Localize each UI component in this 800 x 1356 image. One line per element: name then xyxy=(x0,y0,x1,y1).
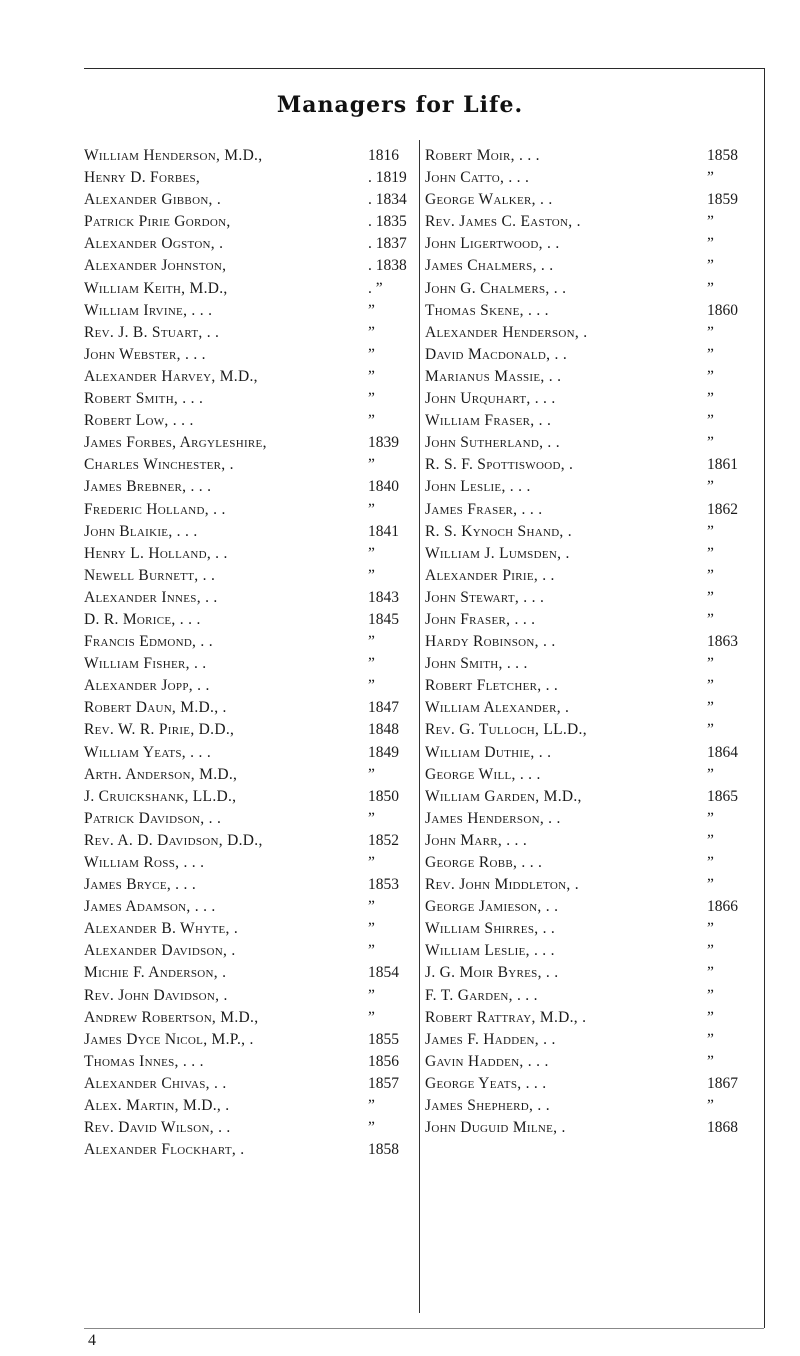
member-year: ” xyxy=(707,412,714,430)
list-item xyxy=(84,1029,414,1051)
list-item xyxy=(84,211,414,233)
member-year: ” xyxy=(368,1119,375,1137)
list-item xyxy=(425,830,755,852)
list-item xyxy=(84,300,414,322)
member-year: ” xyxy=(707,588,714,606)
list-item xyxy=(84,167,414,189)
member-name: John Catto, . . . xyxy=(425,169,530,187)
list-item xyxy=(425,565,755,587)
member-year: ” xyxy=(707,345,714,363)
member-name: J. Cruickshank, LL.D., xyxy=(84,787,237,805)
member-year: 1843 xyxy=(368,588,399,606)
member-year: . ” xyxy=(368,279,383,297)
member-name: Francis Edmond, . . xyxy=(84,633,213,651)
list-item xyxy=(84,962,414,984)
member-year: 1845 xyxy=(368,610,399,628)
member-name: William J. Lumsden, . xyxy=(425,544,570,562)
list-item xyxy=(425,1051,755,1073)
member-year: ” xyxy=(707,257,714,275)
member-name: William Keith, M.D., xyxy=(84,279,228,297)
member-year: ” xyxy=(707,566,714,584)
member-name: Alexander Johnston, xyxy=(84,257,227,275)
list-item xyxy=(84,609,414,631)
list-item xyxy=(425,521,755,543)
list-item xyxy=(84,587,414,609)
member-year: ” xyxy=(368,500,375,518)
list-item xyxy=(84,476,414,498)
member-year: 1863 xyxy=(707,633,738,651)
member-year: ” xyxy=(368,986,375,1004)
member-year: ” xyxy=(368,898,375,916)
member-name: Rev. John Davidson, . xyxy=(84,986,228,1004)
member-year: 1861 xyxy=(707,456,738,474)
member-year: ” xyxy=(368,809,375,827)
member-year: ” xyxy=(368,920,375,938)
member-name: Alexander Henderson, . xyxy=(425,323,588,341)
list-item xyxy=(425,609,755,631)
member-year: ” xyxy=(707,1008,714,1026)
member-name: Alexander Davidson, . xyxy=(84,942,236,960)
member-year: ” xyxy=(707,765,714,783)
member-name: George Jamieson, . . xyxy=(425,898,559,916)
member-year: ” xyxy=(707,323,714,341)
member-year: 1854 xyxy=(368,964,399,982)
member-name: Gavin Hadden, . . . xyxy=(425,1052,549,1070)
member-year: ” xyxy=(368,367,375,385)
member-year: ” xyxy=(368,544,375,562)
member-name: James Shepherd, . . xyxy=(425,1097,550,1115)
member-year: ” xyxy=(707,1030,714,1048)
member-name: Rev. W. R. Pirie, D.D., xyxy=(84,721,235,739)
member-name: John G. Chalmers, . . xyxy=(425,279,567,297)
list-item xyxy=(425,697,755,719)
member-year: ” xyxy=(707,235,714,253)
member-name: Alexander Gibbon, . xyxy=(84,191,222,209)
list-item xyxy=(425,366,755,388)
member-name: R. S. Kynoch Shand, . xyxy=(425,522,572,540)
list-item xyxy=(425,344,755,366)
member-name: William Alexander, . xyxy=(425,699,570,717)
member-name: William Duthie, . . xyxy=(425,743,552,761)
list-item xyxy=(425,653,755,675)
member-name: J. G. Moir Byres, . . xyxy=(425,964,559,982)
list-item xyxy=(84,940,414,962)
member-year: 1867 xyxy=(707,1074,738,1092)
member-year: ” xyxy=(368,854,375,871)
member-year: 1860 xyxy=(707,301,738,319)
member-name: Alexander Innes, . . xyxy=(84,588,218,606)
member-name: Robert Moir, . . . xyxy=(425,147,540,164)
member-year: ” xyxy=(707,699,714,717)
member-name: William Henderson, M.D., xyxy=(84,147,263,164)
member-year: ” xyxy=(368,1008,375,1026)
member-year: . 1837 xyxy=(368,235,407,253)
member-name: Thomas Skene, . . . xyxy=(425,301,549,319)
list-item xyxy=(84,366,414,388)
member-name: Newell Burnett, . . xyxy=(84,566,216,584)
member-name: William Ross, . . . xyxy=(84,854,205,871)
list-item xyxy=(425,145,755,167)
member-name: Robert Smith, . . . xyxy=(84,390,204,408)
list-item xyxy=(84,499,414,521)
list-item xyxy=(84,675,414,697)
top-rule xyxy=(84,68,764,69)
member-name: Alexander Jopp, . . xyxy=(84,677,210,695)
member-year: ” xyxy=(707,942,714,960)
list-item xyxy=(425,1007,755,1029)
member-name: William Yeats, . . . xyxy=(84,743,212,761)
member-year: 1853 xyxy=(368,876,399,894)
member-name: D. R. Morice, . . . xyxy=(84,610,201,628)
member-year: 1857 xyxy=(368,1074,399,1092)
list-item xyxy=(425,432,755,454)
list-item xyxy=(425,874,755,896)
list-item xyxy=(425,189,755,211)
list-item xyxy=(84,742,414,764)
member-name: William Fraser, . . xyxy=(425,412,552,430)
member-name: Robert Low, . . . xyxy=(84,412,194,430)
member-year: ” xyxy=(707,434,714,452)
member-name: Robert Fletcher, . . xyxy=(425,677,559,695)
list-item xyxy=(84,985,414,1007)
list-item xyxy=(425,167,755,189)
member-year: 1850 xyxy=(368,787,399,805)
member-year: ” xyxy=(707,478,714,496)
member-name: Patrick Pirie Gordon, xyxy=(84,213,231,231)
member-year: ” xyxy=(707,1052,714,1070)
list-item xyxy=(84,1073,414,1095)
member-name: Robert Rattray, M.D., . xyxy=(425,1008,587,1026)
list-item xyxy=(84,697,414,719)
member-year: ” xyxy=(707,610,714,628)
list-item xyxy=(425,940,755,962)
member-year: 1841 xyxy=(368,522,399,540)
member-year: ” xyxy=(707,390,714,408)
member-year: ” xyxy=(707,1097,714,1115)
member-name: Alexander Ogston, . xyxy=(84,235,224,253)
member-name: Alexander B. Whyte, . xyxy=(84,920,239,938)
list-item xyxy=(425,233,755,255)
member-name: Rev. John Middleton, . xyxy=(425,876,579,894)
member-name: James Fraser, . . . xyxy=(425,500,543,518)
list-item xyxy=(84,543,414,565)
member-year: ” xyxy=(707,831,714,849)
member-year: ” xyxy=(707,809,714,827)
list-item xyxy=(425,388,755,410)
member-name: William Irvine, . . . xyxy=(84,301,213,319)
page-title: Managers for Life. xyxy=(276,92,524,118)
member-year: ” xyxy=(368,765,375,783)
member-name: James Bryce, . . . xyxy=(84,876,197,894)
member-year: ” xyxy=(368,677,375,695)
member-name: F. T. Garden, . . . xyxy=(425,986,538,1004)
list-item xyxy=(84,344,414,366)
member-name: Henry D. Forbes, xyxy=(84,169,201,187)
member-name: Michie F. Anderson, . xyxy=(84,964,227,982)
member-year: 1816 xyxy=(368,147,399,164)
member-year: 1858 xyxy=(368,1141,399,1159)
list-item xyxy=(425,1029,755,1051)
list-item xyxy=(425,543,755,565)
member-name: George Walker, . . xyxy=(425,191,553,209)
member-year: ” xyxy=(707,964,714,982)
left-column xyxy=(84,145,414,1161)
list-item xyxy=(425,896,755,918)
list-item xyxy=(84,145,414,167)
member-year: ” xyxy=(368,566,375,584)
member-year: . 1838 xyxy=(368,257,407,275)
list-item xyxy=(84,189,414,211)
member-year: ” xyxy=(707,854,714,871)
list-item xyxy=(425,808,755,830)
member-name: Alex. Martin, M.D., . xyxy=(84,1097,230,1115)
member-name: George Robb, . . . xyxy=(425,854,543,871)
member-year: ” xyxy=(707,367,714,385)
member-year: ” xyxy=(368,301,375,319)
list-item xyxy=(425,1117,755,1139)
member-year: ” xyxy=(368,942,375,960)
list-item xyxy=(84,1051,414,1073)
list-item xyxy=(84,322,414,344)
member-name: John Smith, . . . xyxy=(425,655,528,673)
list-item xyxy=(84,1139,414,1161)
member-name: John Webster, . . . xyxy=(84,345,206,363)
member-name: Charles Winchester, . xyxy=(84,456,234,474)
list-item xyxy=(84,432,414,454)
member-name: Alexander Harvey, M.D., xyxy=(84,367,258,385)
list-item xyxy=(425,852,755,874)
list-item xyxy=(425,300,755,322)
list-item xyxy=(84,786,414,808)
list-item xyxy=(425,631,755,653)
list-item xyxy=(425,985,755,1007)
member-year: 1862 xyxy=(707,500,738,518)
member-name: Hardy Robinson, . . xyxy=(425,633,556,651)
member-year: 1848 xyxy=(368,721,399,739)
page-number: 4 xyxy=(88,1332,96,1349)
member-year: ” xyxy=(707,522,714,540)
member-year: 1865 xyxy=(707,787,738,805)
member-year: 1866 xyxy=(707,898,738,916)
list-item xyxy=(425,786,755,808)
member-year: 1858 xyxy=(707,147,738,164)
list-item xyxy=(84,874,414,896)
list-item xyxy=(425,322,755,344)
member-name: John Urquhart, . . . xyxy=(425,390,556,408)
list-item xyxy=(84,631,414,653)
member-name: William Shirres, . . xyxy=(425,920,556,938)
list-item xyxy=(425,918,755,940)
member-name: Marianus Massie, . . xyxy=(425,367,562,385)
member-name: Rev. G. Tulloch, LL.D., xyxy=(425,721,587,739)
list-item xyxy=(84,719,414,741)
member-year: . 1819 xyxy=(368,169,407,187)
list-item xyxy=(84,764,414,786)
member-name: Henry L. Holland, . . xyxy=(84,544,228,562)
member-year: 1839 xyxy=(368,434,399,452)
member-year: 1864 xyxy=(707,743,738,761)
list-item xyxy=(84,918,414,940)
list-item xyxy=(425,1095,755,1117)
member-name: John Stewart, . . . xyxy=(425,588,545,606)
member-name: James Dyce Nicol, M.P., . xyxy=(84,1030,254,1048)
list-item xyxy=(425,454,755,476)
member-name: George Will, . . . xyxy=(425,765,541,783)
list-item xyxy=(84,278,414,300)
list-item xyxy=(425,255,755,277)
list-item xyxy=(84,454,414,476)
list-item xyxy=(84,255,414,277)
member-year: ” xyxy=(707,721,714,739)
list-item xyxy=(425,499,755,521)
list-item xyxy=(425,719,755,741)
bottom-rule xyxy=(84,1328,764,1329)
list-item xyxy=(84,896,414,918)
list-item xyxy=(84,521,414,543)
member-year: ” xyxy=(368,456,375,474)
member-name: Alexander Pirie, . . xyxy=(425,566,555,584)
member-year: 1856 xyxy=(368,1052,399,1070)
list-item xyxy=(425,1073,755,1095)
member-year: ” xyxy=(707,876,714,894)
member-year: 1852 xyxy=(368,831,399,849)
right-column xyxy=(425,145,755,1139)
list-item xyxy=(84,1007,414,1029)
member-name: John Blaikie, . . . xyxy=(84,522,198,540)
member-name: Frederic Holland, . . xyxy=(84,500,226,518)
member-name: William Fisher, . . xyxy=(84,655,207,673)
member-name: R. S. F. Spottiswood, . xyxy=(425,456,574,474)
list-item xyxy=(84,388,414,410)
member-name: William Garden, M.D., xyxy=(425,787,582,805)
list-item xyxy=(425,410,755,432)
list-item xyxy=(84,653,414,675)
member-name: Patrick Davidson, . . xyxy=(84,809,222,827)
member-year: 1847 xyxy=(368,699,399,717)
member-name: James Chalmers, . . xyxy=(425,257,554,275)
member-year: ” xyxy=(368,1097,375,1115)
member-year: ” xyxy=(368,412,375,430)
member-year: ” xyxy=(707,677,714,695)
member-name: Rev. J. B. Stuart, . . xyxy=(84,323,220,341)
list-item xyxy=(425,742,755,764)
member-name: James F. Hadden, . . xyxy=(425,1030,556,1048)
list-item xyxy=(84,852,414,874)
member-name: James Forbes, Argyleshire, xyxy=(84,434,267,452)
member-name: John Duguid Milne, . xyxy=(425,1119,566,1137)
member-year: 1855 xyxy=(368,1030,399,1048)
member-name: Arth. Anderson, M.D., xyxy=(84,765,238,783)
list-item xyxy=(425,962,755,984)
member-name: James Brebner, . . . xyxy=(84,478,212,496)
member-year: 1859 xyxy=(707,191,738,209)
member-year: 1868 xyxy=(707,1119,738,1137)
member-year: ” xyxy=(368,345,375,363)
member-name: John Sutherland, . . xyxy=(425,434,560,452)
member-name: David Macdonald, . . xyxy=(425,345,568,363)
list-item xyxy=(425,675,755,697)
member-year: 1849 xyxy=(368,743,399,761)
member-name: Alexander Flockhart, . xyxy=(84,1141,245,1159)
list-item xyxy=(425,587,755,609)
list-item xyxy=(84,233,414,255)
member-year: ” xyxy=(707,169,714,187)
member-year: ” xyxy=(707,213,714,231)
member-name: George Yeats, . . . xyxy=(425,1074,547,1092)
member-year: ” xyxy=(707,986,714,1004)
member-year: ” xyxy=(707,655,714,673)
list-item xyxy=(425,211,755,233)
member-year: 1840 xyxy=(368,478,399,496)
member-year: . 1834 xyxy=(368,191,407,209)
member-year: ” xyxy=(707,279,714,297)
member-name: Alexander Chivas, . . xyxy=(84,1074,227,1092)
member-year: ” xyxy=(368,633,375,651)
member-name: Rev. A. D. Davidson, D.D., xyxy=(84,831,263,849)
list-item xyxy=(84,808,414,830)
member-year: ” xyxy=(368,390,375,408)
member-name: John Ligertwood, . . xyxy=(425,235,560,253)
member-name: John Leslie, . . . xyxy=(425,478,531,496)
list-item xyxy=(84,565,414,587)
member-year: ” xyxy=(368,323,375,341)
list-item xyxy=(425,278,755,300)
list-item xyxy=(84,410,414,432)
member-name: Andrew Robertson, M.D., xyxy=(84,1008,259,1026)
member-year: ” xyxy=(707,920,714,938)
list-item xyxy=(425,764,755,786)
member-year: ” xyxy=(707,544,714,562)
member-name: Robert Daun, M.D., . xyxy=(84,699,227,717)
member-name: James Adamson, . . . xyxy=(84,898,216,916)
member-name: William Leslie, . . . xyxy=(425,942,555,960)
member-name: Rev. James C. Easton, . xyxy=(425,213,581,231)
list-item xyxy=(84,1117,414,1139)
member-name: Thomas Innes, . . . xyxy=(84,1052,204,1070)
list-item xyxy=(84,1095,414,1117)
list-item xyxy=(84,830,414,852)
member-year: ” xyxy=(368,655,375,673)
member-name: Rev. David Wilson, . . xyxy=(84,1119,231,1137)
member-name: John Fraser, . . . xyxy=(425,610,536,628)
member-year: . 1835 xyxy=(368,213,407,231)
member-name: John Marr, . . . xyxy=(425,831,528,849)
list-item xyxy=(425,476,755,498)
member-name: James Henderson, . . xyxy=(425,809,561,827)
